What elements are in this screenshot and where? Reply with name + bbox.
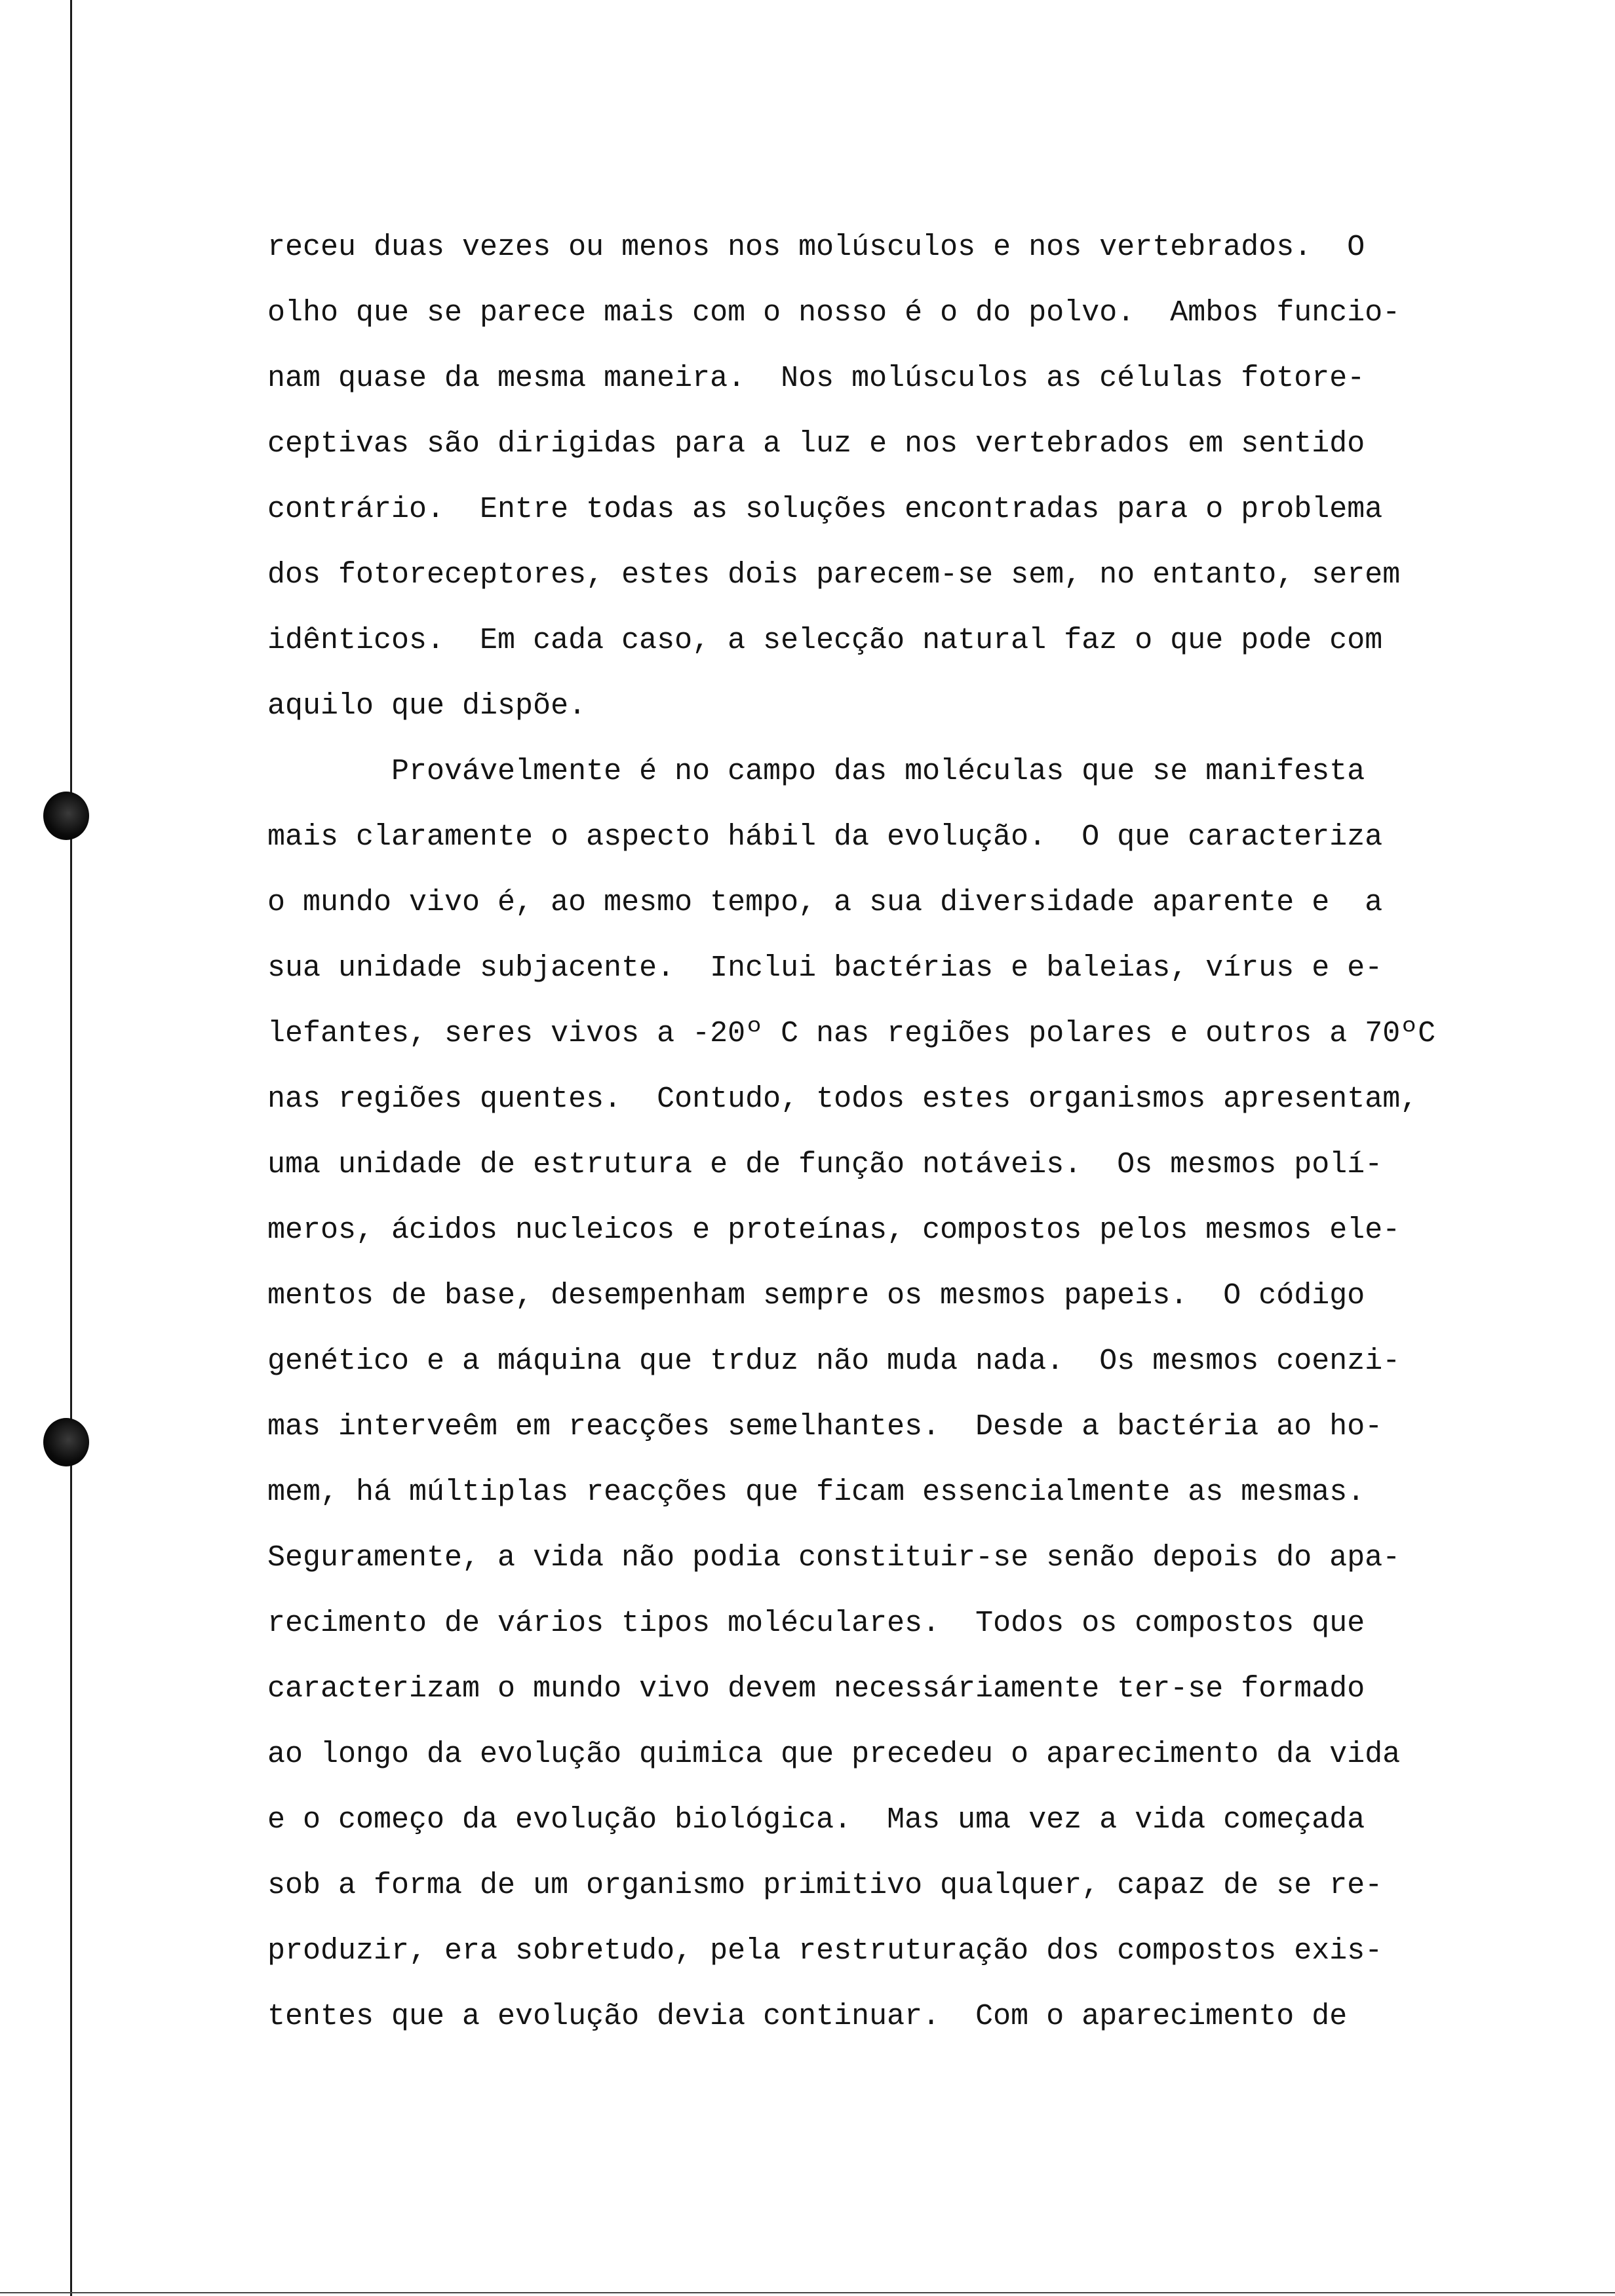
bottom-edge-rule: [0, 2292, 1615, 2293]
text-line-9: Provávelmente é no campo das moléculas que se manifesta: [267, 755, 1365, 788]
text-line-11: o mundo vivo é, ao mesmo tempo, a sua diversidade aparente e a: [267, 886, 1383, 919]
text-line-21: Seguramente, a vida não podia constituir-se senão depois do apa-: [267, 1541, 1401, 1575]
margin-rule: [70, 0, 72, 2296]
text-line-14: nas regiões quentes. Contudo, todos estes organismos apresentam,: [267, 1082, 1418, 1116]
text-line-15: uma unidade de estrutura e de função notáveis. Os mesmos polí-: [267, 1148, 1383, 1181]
text-line-19: mas interveêm em reacções semelhantes. Desde a bactéria ao ho-: [267, 1410, 1383, 1444]
body-text: [267, 228, 1552, 2063]
text-line-10: mais claramente o aspecto hábil da evolução. O que caracteriza: [267, 820, 1383, 854]
text-line-17: mentos de base, desempenham sempre os mesmos papeis. O código: [267, 1279, 1365, 1312]
text-line-26: sob a forma de um organismo primitivo qualquer, capaz de se re-: [267, 1869, 1383, 1902]
punch-hole-top: [43, 792, 89, 840]
text-line-5: contrário. Entre todas as soluções encontradas para o problema: [267, 493, 1383, 526]
text-line-28: tentes que a evolução devia continuar. Com o aparecimento de: [267, 2000, 1348, 2033]
text-line-23: caracterizam o mundo vivo devem necessáriamente ter-se formado: [267, 1672, 1365, 1706]
text-line-24: ao longo da evolução quimica que precedeu o aparecimento da vida: [267, 1738, 1401, 1771]
text-line-16: meros, ácidos nucleicos e proteínas, compostos pelos mesmos ele-: [267, 1214, 1401, 1247]
text-line-6: dos fotoreceptores, estes dois parecem-se sem, no entanto, serem: [267, 558, 1401, 592]
text-line-4: ceptivas são dirigidas para a luz e nos vertebrados em sentido: [267, 427, 1365, 461]
text-line-7: idênticos. Em cada caso, a selecção natural faz o que pode com: [267, 624, 1383, 657]
text-line-13: lefantes, seres vivos a -20º C nas regiões polares e outros a 70ºC: [267, 1017, 1436, 1050]
text-line-20: mem, há múltiplas reacções que ficam essencialmente as mesmas.: [267, 1476, 1365, 1509]
text-line-25: e o começo da evolução biológica. Mas uma vez a vida começada: [267, 1803, 1365, 1837]
text-line-27: produzir, era sobretudo, pela restruturação dos compostos exis-: [267, 1934, 1383, 1968]
text-line-18: genético e a máquina que trduz não muda nada. Os mesmos coenzi-: [267, 1345, 1401, 1378]
text-line-3: nam quase da mesma maneira. Nos molúsculos as células fotore-: [267, 362, 1365, 395]
text-line-22: recimento de vários tipos moléculares. Todos os compostos que: [267, 1607, 1365, 1640]
punch-hole-bottom: [43, 1418, 89, 1466]
text-line-2: olho que se parece mais com o nosso é o do polvo. Ambos funcio-: [267, 296, 1401, 330]
text-line-12: sua unidade subjacente. Inclui bactérias e baleias, vírus e e-: [267, 951, 1383, 985]
text-line-8: aquilo que dispõe.: [267, 689, 587, 723]
text-line-1: receu duas vezes ou menos nos molúsculos e nos vertebrados. O: [267, 231, 1365, 264]
